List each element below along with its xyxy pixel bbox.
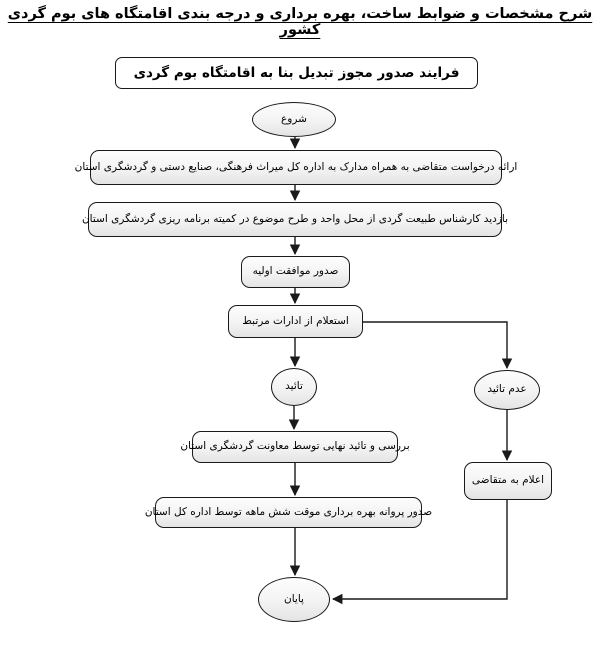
process-title-box: فرایند صدور مجوز تبدیل بنا به اقامتگاه بوم گردی (115, 57, 478, 89)
decision-approved: تائید (271, 368, 317, 406)
step-inquiry: استعلام از ادارات مرتبط (228, 305, 363, 338)
step-initial-approval: صدور موافقت اولیه (241, 256, 350, 288)
step-submit-request: ارائه درخواست متقاضی به همراه مدارک به اداره کل میراث فرهنگی، صنایع دستی و گردشگری استان (90, 150, 502, 185)
start-node: شروع (252, 102, 336, 137)
step-issue-temp-license: صدور پروانه بهره برداری موقت شش ماهه توسط اداره کل استان (155, 497, 422, 528)
end-node: پایان (258, 577, 330, 622)
step-final-review: بررسی و تائید نهایی توسط معاونت گردشگری استان (192, 431, 398, 463)
step-notify-applicant: اعلام به متقاضی (464, 462, 552, 500)
edge-inquiry-to-not-approved (363, 322, 507, 368)
document-title: شرح مشخصات و ضوابط ساخت، بهره برداری و درجه بندی اقامتگاه های بوم گردی کشور (7, 6, 593, 38)
step-site-visit: بازدید کارشناس طبیعت گردی از محل واحد و طرح موضوع در کمیته برنامه ریزی گردشگری استان (88, 202, 502, 237)
decision-not-approved: عدم تائید (474, 370, 540, 410)
